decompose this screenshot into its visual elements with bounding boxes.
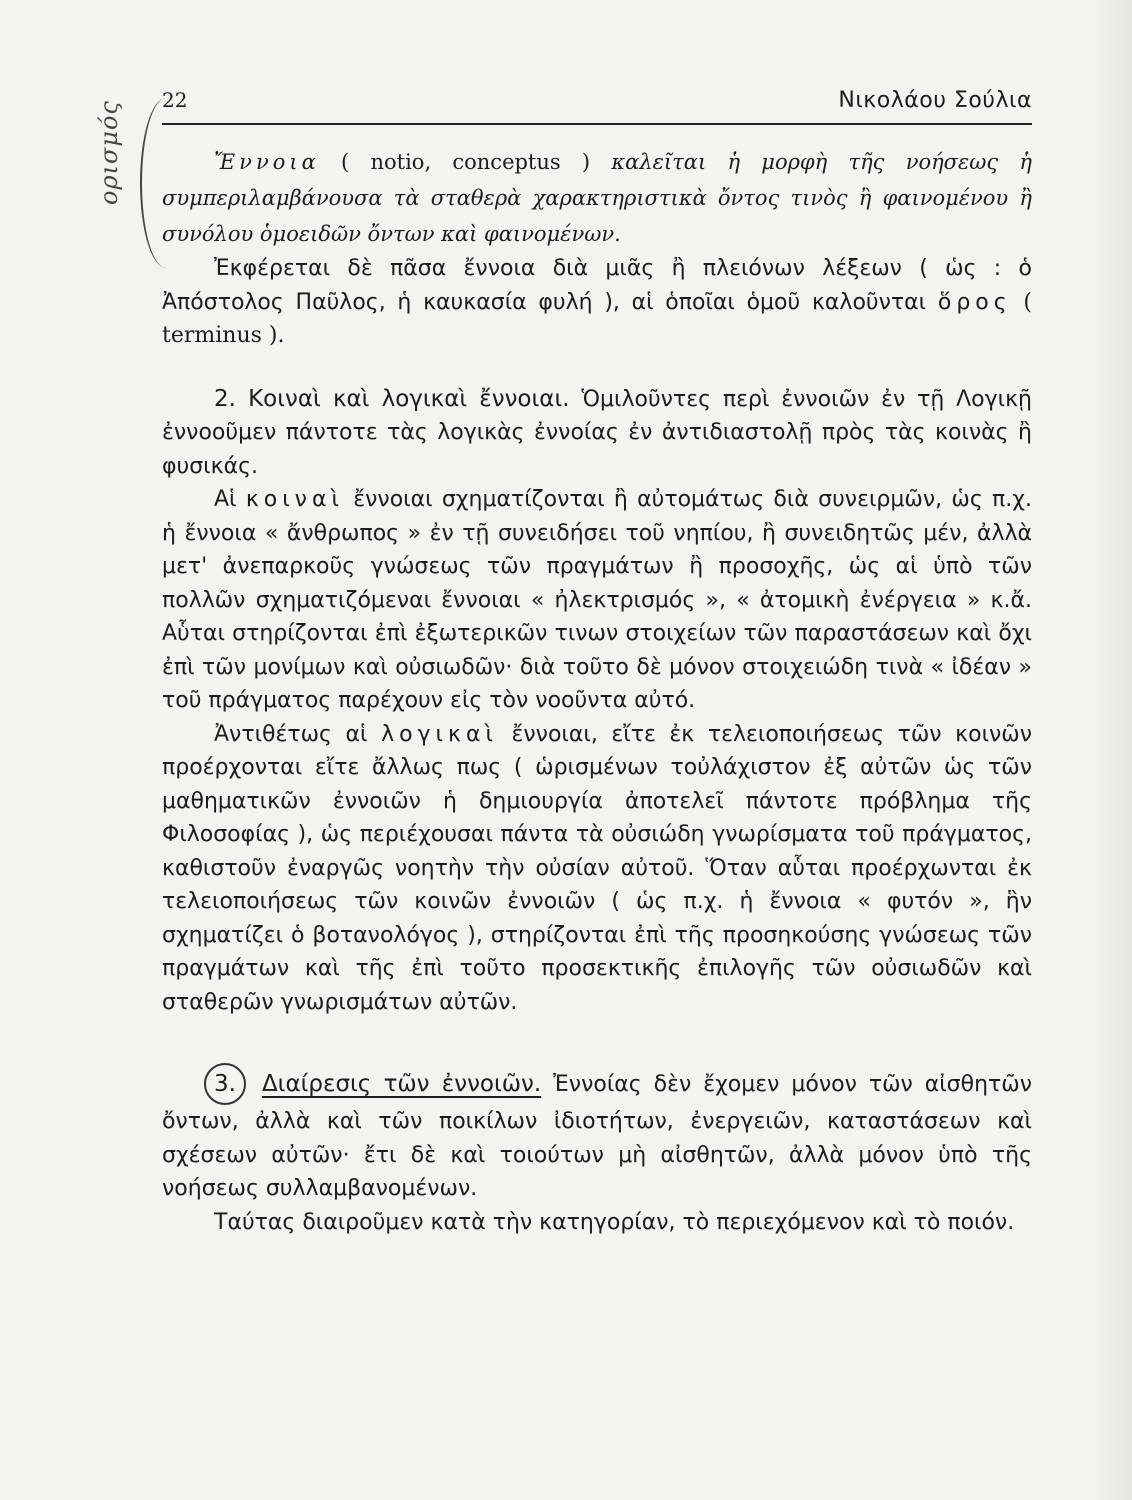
paragraph-terminus: [162, 252, 1032, 353]
paragraph-text: ἔννοιαι σχηματίζονται ἢ αὐτομάτως διὰ συνειρμῶν, ὡς π.χ. ἡ ἔννοια « ἄνθρωπος » ἐν τῇ συνειδήσει τοῦ νηπίου, ἢ συνειδητῶς μέν, ἀλλὰ μετ' ἀνεπαρκοῦς γνώσεως τῶν πραγμάτων ἢ προσοχῆς, ὡς αἱ ὑπὸ τῶν πολλῶν σχηματιζόμεναι ἔννοιαι « ἠλεκτρισμός », « ἀτομικὴ ἐνέργεια » κ.ἄ. Αὗται στηρίζονται ἐπὶ ἐξωτερικῶν τινων στοιχείων τῶν παραστάσεων καὶ ὄχι ἐπὶ τῶν μονίμων καὶ οὐσιωδῶν· διὰ τοῦτο δὲ μόνον στοιχειώδη τινὰ « ἰδέαν » τοῦ πράγματος παρέχουν εἰς τὸν νοοῦντα αὐτό.: [162, 487, 1032, 713]
definition-latin: ( notio, conceptus ): [341, 150, 591, 174]
spine-shadow: [1092, 0, 1132, 1500]
latin-term: ( terminus ).: [162, 289, 1032, 348]
paragraph-text: ἔννοιαι, εἴτε ἐκ τελειοποιήσεως τῶν κοινῶν προέρχονται εἴτε ἄλλως πως ( ὡρισμένων τοὐλάχιστον ἐξ αὐτῶν ὡς τῶν μαθηματικῶν ἐννοιῶν ἡ δημιουργία ἀποτελεῖ πάντοτε πρόβλημα τῆς Φιλοσοφίας ), ὡς περιέχουσαι πάντα τὰ οὐσιώδη γνωρίσματα τοῦ πράγματος, καθιστοῦν ἐναργῶς νοητὴν τὴν οὐσίαν αὐτοῦ. Ὅταν αὗται προέρχωνται ἐκ τελειοποιήσεως τῶν κοινῶν ἐννοιῶν ( ὡς π.χ. ἡ ἔννοια « φυτόν », ἣν σχηματίζει ὁ βοτανολόγος ), στηρίζονται ἐπὶ τῆς προσηκούσης γνώσεως τῶν πραγμάτων καὶ τῆς ἐπὶ τοῦτο προσεκτικῆς ἐπιλογῆς τῶν οὐσιωδῶν καὶ σταθερῶν γνωρισμάτων αὐτῶν.: [162, 721, 1033, 1015]
body-text: [162, 144, 1032, 1239]
section-2: [162, 383, 1032, 484]
definition-paragraph: [162, 144, 1032, 252]
paragraph-text: Ταύτας διαιροῦμεν κατὰ τὴν κατηγορίαν, τὸ περιεχόμενον καὶ τὸ ποιόν.: [214, 1209, 1015, 1235]
paragraph-common-concepts: [162, 483, 1032, 718]
header-rule: [162, 123, 1032, 125]
paragraph-logical-concepts: [162, 718, 1032, 1020]
spaced-term: λογικαὶ: [381, 721, 498, 747]
section-2-heading: 2. Κοιναὶ καὶ λογικαὶ ἔννοιαι.: [214, 385, 570, 412]
section-3-text: Ἐννοίας δὲν ἔχομεν μόνον τῶν αἰσθητῶν ὄντων, ἀλλὰ καὶ τῶν ποικίλων ἰδιοτήτων, ἐνεργειῶν, καταστάσεων καὶ σχέσεων αὐτῶν· ἔτι δὲ καὶ τοιούτων μὴ αἰσθητῶν, ἀλλὰ μόνον ὑπὸ τῆς νοήσεως συλλαμβανομένων.: [162, 1072, 1032, 1201]
paragraph-text: Ἐκφέρεται δὲ πᾶσα ἔννοια διὰ μιᾶς ἢ πλειόνων λέξεων ( ὡς : ὁ Ἀπόστολος Παῦλος, ἡ καυκασία φυλή ), αἱ ὁποῖαι ὁμοῦ καλοῦνται: [162, 256, 1032, 315]
paragraph-start: Ἀντιθέτως αἱ: [214, 721, 368, 747]
section-3: [162, 1063, 1032, 1206]
spaced-term: κοιναὶ: [245, 487, 344, 512]
handwritten-marginalia: ορισμός: [95, 100, 123, 205]
section-2-text: Ὁμιλοῦντες περὶ ἐννοιῶν ἐν τῇ Λογικῇ ἐννοοῦμεν πάντοτε τὰς λογικὰς ἐννοίας ἐν ἀντιδιαστολῇ πρὸς τὰς κοινὰς ἢ φυσικάς.: [162, 386, 1033, 479]
paragraph-division: [162, 1206, 1032, 1240]
paragraph-start: Αἱ: [214, 487, 237, 512]
page-header: [162, 84, 1032, 124]
definition-term: Ἔννοια: [214, 150, 320, 174]
running-head: Νικολάου Σούλια: [838, 88, 1032, 113]
definition-text: καλεῖται ἡ μορφὴ τῆς νοήσεως ἡ συμπεριλαμβάνουσα τὰ σταθερὰ χαρακτηριστικὰ ὄντος τινὸς ἢ φαινομένου ἢ συνόλου ὁμοειδῶν ὄντων καὶ φαινομένων.: [162, 150, 1033, 246]
page-number: 22: [162, 88, 188, 112]
section-3-heading: Διαίρεσις τῶν ἐννοιῶν.: [261, 1071, 542, 1097]
spaced-term: ὅρος: [937, 289, 1012, 315]
section-3-number: 3.: [204, 1063, 246, 1105]
